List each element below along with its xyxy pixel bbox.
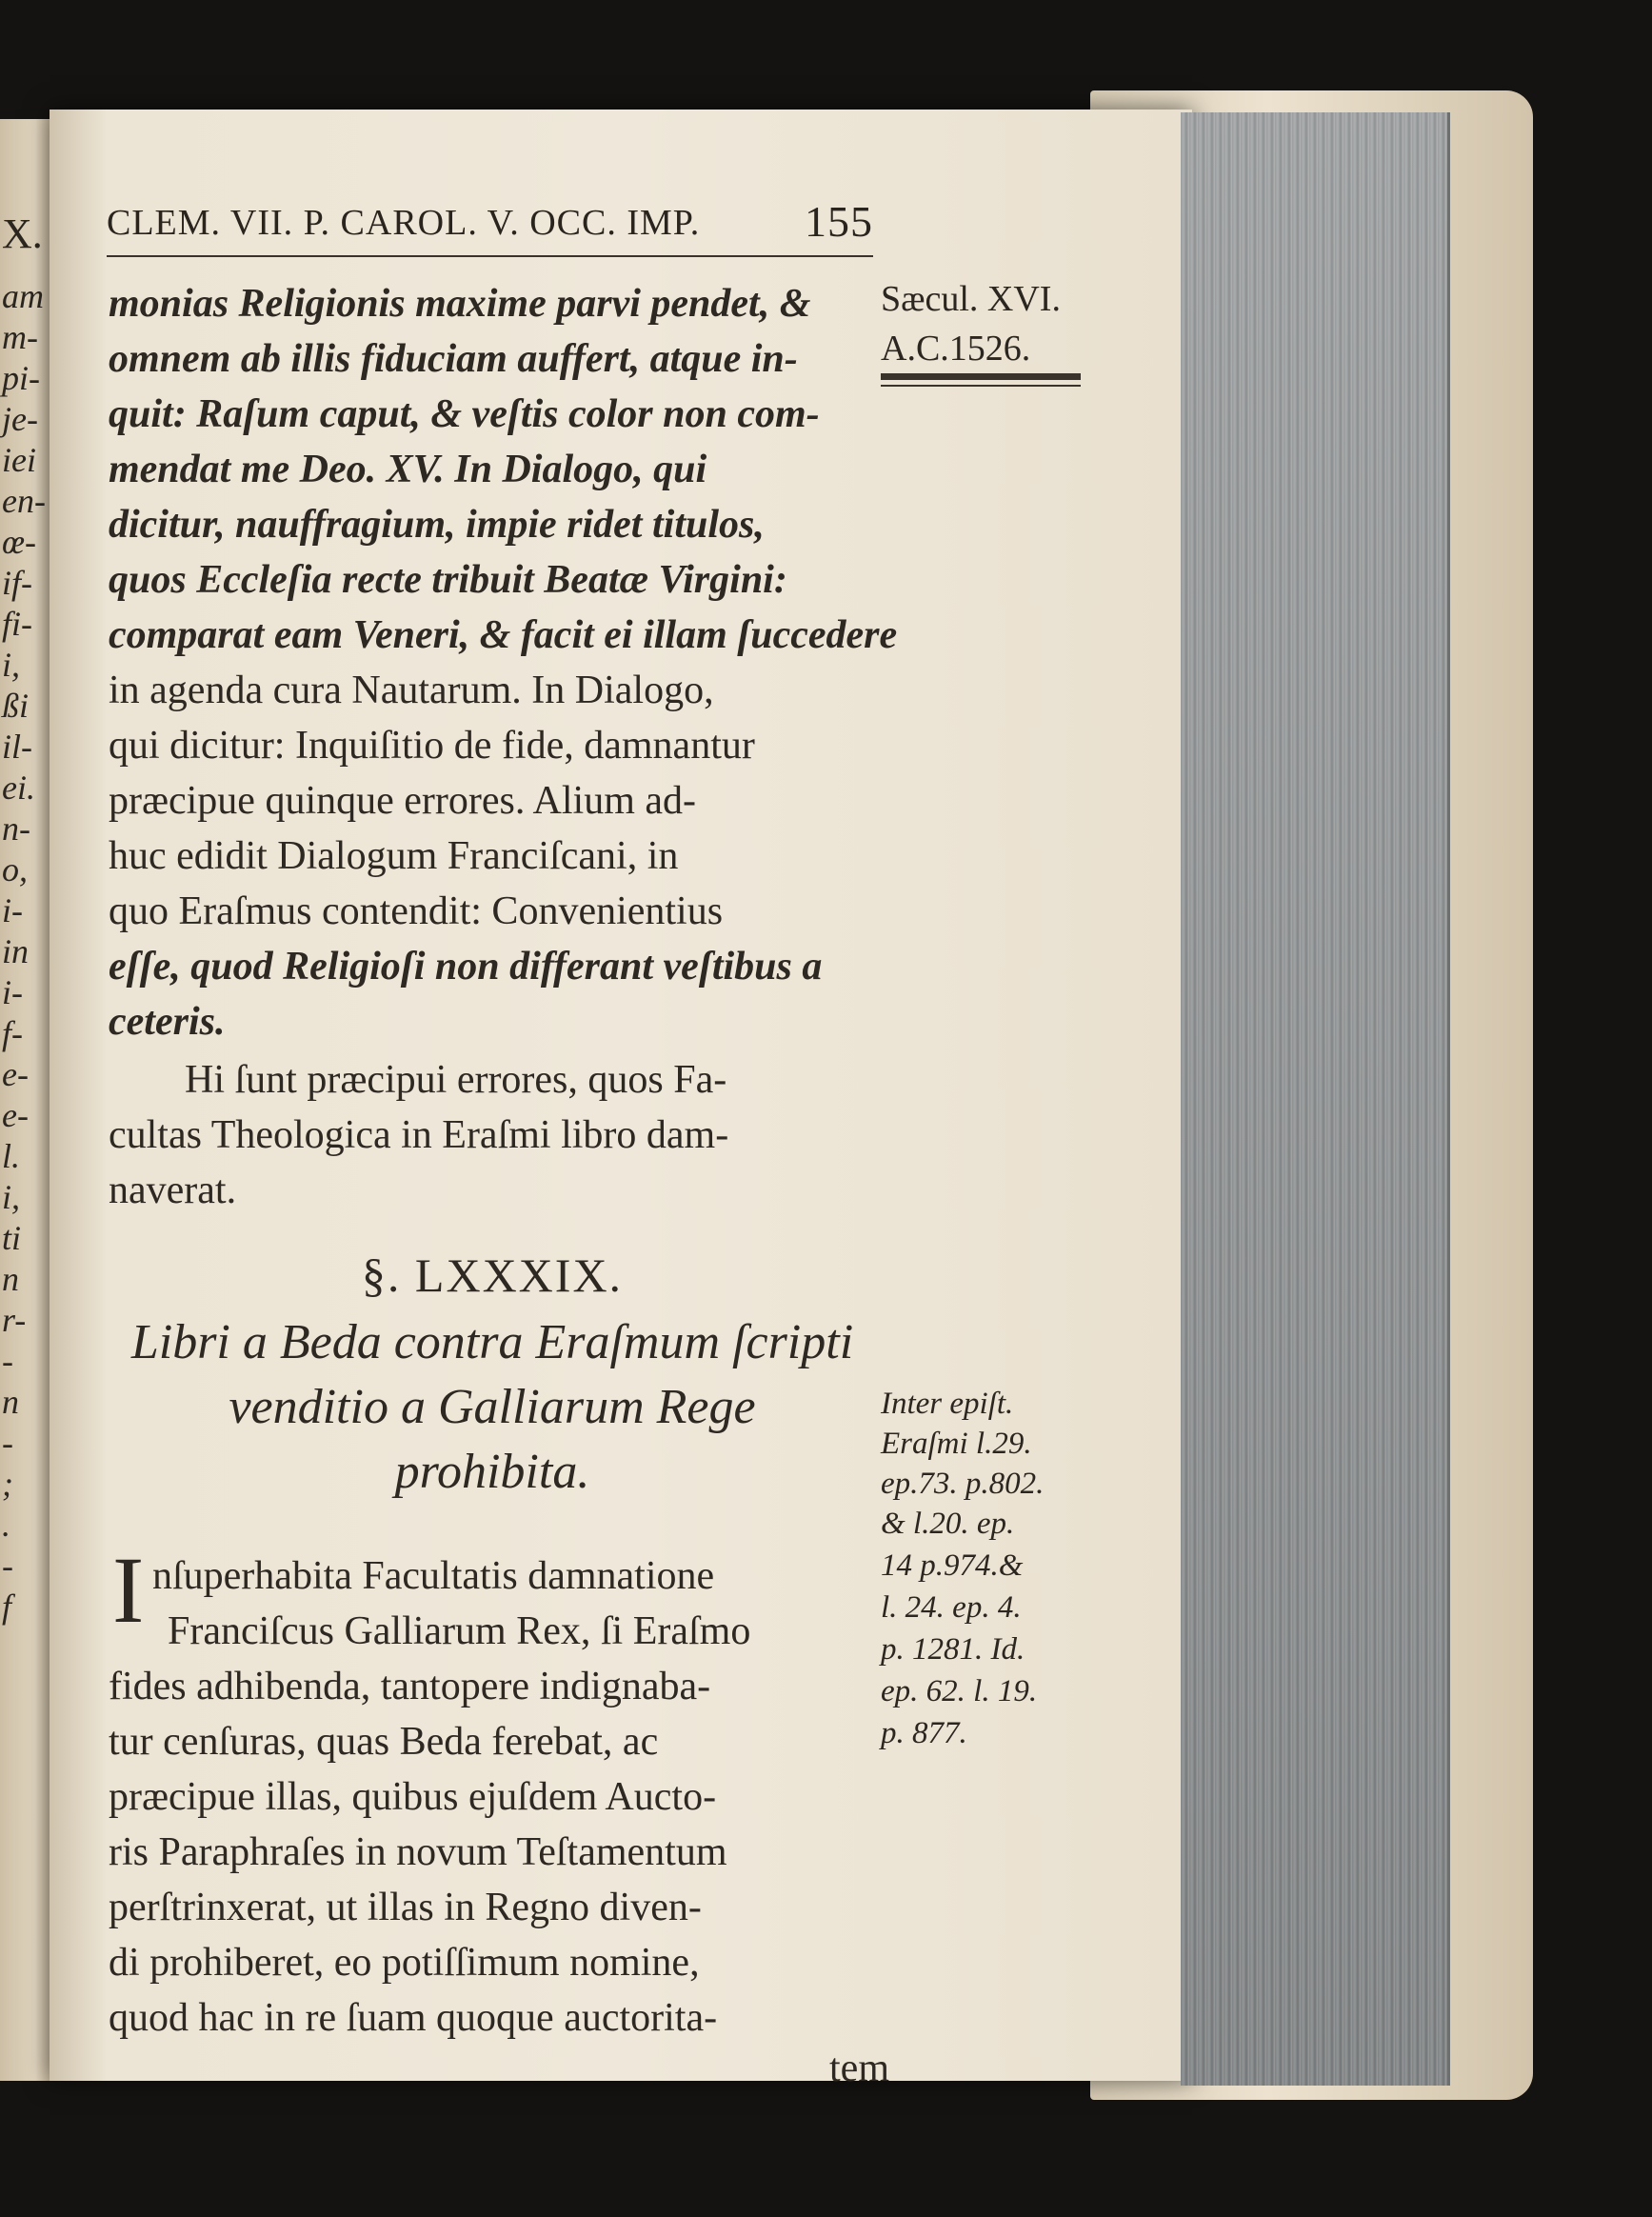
- header-rule: [107, 255, 873, 257]
- facing-fragment: ;: [2, 1465, 13, 1503]
- facing-fragment: if-: [2, 564, 32, 602]
- drop-cap: I: [112, 1537, 145, 1643]
- facing-fragment: iei: [2, 441, 36, 479]
- text-line: huc edidit Dialogum Franciſcani, in: [109, 834, 679, 878]
- margin-note-era: Sæcul. XVI.: [881, 279, 1061, 319]
- text-line: fides adhibenda, tantopere indignaba-: [109, 1665, 711, 1708]
- text-line: Franciſcus Galliarum Rex, ſi Eraſmo: [168, 1609, 751, 1653]
- text-line: naverat.: [109, 1168, 237, 1212]
- facing-fragment: m-: [2, 318, 38, 356]
- text-line: monias Religionis maxime parvi pendet, &: [109, 282, 811, 326]
- facing-fragment: -: [2, 1342, 13, 1380]
- margin-citation-line: p. 877.: [881, 1716, 967, 1750]
- margin-note-year: A.C.1526.: [881, 329, 1031, 369]
- margin-rule: [881, 373, 1081, 380]
- text-line: ceteris.: [109, 1000, 226, 1044]
- facing-fragment: i,: [2, 1178, 21, 1216]
- facing-fragment: r-: [2, 1301, 27, 1339]
- margin-citation-line: ep. 62. l. 19.: [881, 1674, 1038, 1708]
- facing-fragment: ei.: [2, 769, 35, 807]
- facing-fragment: i-: [2, 973, 23, 1011]
- margin-citation-line: & l.20. ep.: [881, 1507, 1015, 1541]
- text-line: cultas Theologica in Eraſmi libro dam-: [109, 1113, 729, 1157]
- text-line: præcipue quinque errores. Alium ad-: [109, 779, 696, 823]
- facing-fragment: fi-: [2, 605, 32, 643]
- page-fore-edge: [1181, 112, 1450, 2086]
- facing-page-text: [0, 210, 57, 1628]
- facing-fragment: l.: [2, 1137, 21, 1175]
- margin-citation-line: Eraſmi l.29.: [881, 1427, 1032, 1461]
- margin-citation-line: l. 24. ep. 4.: [881, 1590, 1022, 1625]
- section-number: §. LXXXIX.: [361, 1248, 624, 1302]
- text-line: mendat me Deo. XV. In Dialogo, qui: [109, 448, 707, 491]
- facing-fragment: n-: [2, 809, 30, 848]
- text-line: quos Eccleſia recte tribuit Beatæ Virgini:: [109, 558, 787, 602]
- facing-fragment: ßi: [2, 687, 30, 725]
- facing-fragment: .: [2, 1506, 10, 1544]
- text-line: perſtrinxerat, ut illas in Regno diven-: [109, 1886, 702, 1929]
- facing-fragment: en-: [2, 482, 46, 520]
- facing-fragment: ti: [2, 1219, 22, 1257]
- text-line: ris Paraphraſes in novum Teſtamentum: [109, 1830, 727, 1874]
- text-line: di prohiberet, eo potiſſimum nomine,: [109, 1941, 700, 1985]
- facing-fragment: o,: [2, 850, 28, 889]
- text-line: tur cenſuras, quas Beda ferebat, ac: [109, 1720, 659, 1764]
- text-line: in agenda cura Nautarum. In Dialogo,: [109, 669, 714, 712]
- facing-fragment: f: [2, 1588, 12, 1626]
- facing-running-fragment: X.: [2, 210, 43, 257]
- facing-fragment: il-: [2, 728, 32, 766]
- facing-fragment: i-: [2, 891, 23, 929]
- facing-fragment: -: [2, 1547, 13, 1585]
- text-line: comparat eam Veneri, & facit ei illam ſuccedere: [109, 613, 898, 657]
- text-line: qui dicitur: Inquiſitio de fide, damnantur: [109, 724, 755, 768]
- facing-fragment: f-: [2, 1014, 23, 1052]
- facing-fragment: e-: [2, 1055, 29, 1093]
- text-line: quod hac in re ſuam quoque auctorita-: [109, 1996, 718, 2040]
- text-line: omnem ab illis fiduciam auffert, atque in-: [109, 337, 798, 381]
- facing-fragment: œ-: [2, 523, 36, 561]
- section-title-line: Libri a Beda contra Eraſmum ſcripti: [130, 1315, 854, 1369]
- running-title: CLEM. VII. P. CAROL. V. OCC. IMP.: [107, 203, 701, 243]
- section-title-line: prohibita.: [394, 1445, 590, 1499]
- page-header: [107, 197, 873, 246]
- text-line: præcipue illas, quibus ejuſdem Aucto-: [109, 1775, 717, 1819]
- facing-fragment: i,: [2, 646, 21, 684]
- facing-fragment: e-: [2, 1096, 29, 1134]
- page-number: 155: [805, 197, 873, 246]
- facing-fragment: am: [2, 277, 44, 315]
- facing-fragment: in: [2, 932, 30, 970]
- margin-citation-line: Inter epiſt.: [881, 1387, 1014, 1421]
- facing-fragment: n: [2, 1260, 19, 1298]
- margin-citation-line: ep.73. p.802.: [881, 1467, 1045, 1501]
- catchword: tem: [829, 2047, 889, 2090]
- margin-citation-line: p. 1281. Id.: [881, 1632, 1025, 1667]
- text-line: Hi ſunt præcipui errores, quos Fa-: [185, 1058, 727, 1102]
- facing-fragment: pi-: [2, 359, 40, 397]
- text-line: dicitur, nauffragium, impie ridet titulos,: [109, 503, 765, 547]
- margin-rule: [881, 385, 1081, 387]
- text-line: nſuperhabita Facultatis damnatione: [152, 1554, 715, 1598]
- facing-fragment: n: [2, 1383, 19, 1421]
- facing-fragment: -: [2, 1424, 13, 1462]
- text-line: eſſe, quod Religioſi non differant veſtibus a: [109, 945, 823, 989]
- text-line: quo Eraſmus contendit: Convenientius: [109, 889, 724, 933]
- margin-citation-line: 14 p.974.&: [881, 1548, 1024, 1583]
- section-title-line: venditio a Galliarum Rege: [229, 1380, 756, 1434]
- facing-fragment: je-: [2, 400, 38, 438]
- text-line: quit: Raſum caput, & veſtis color non com-: [109, 392, 820, 436]
